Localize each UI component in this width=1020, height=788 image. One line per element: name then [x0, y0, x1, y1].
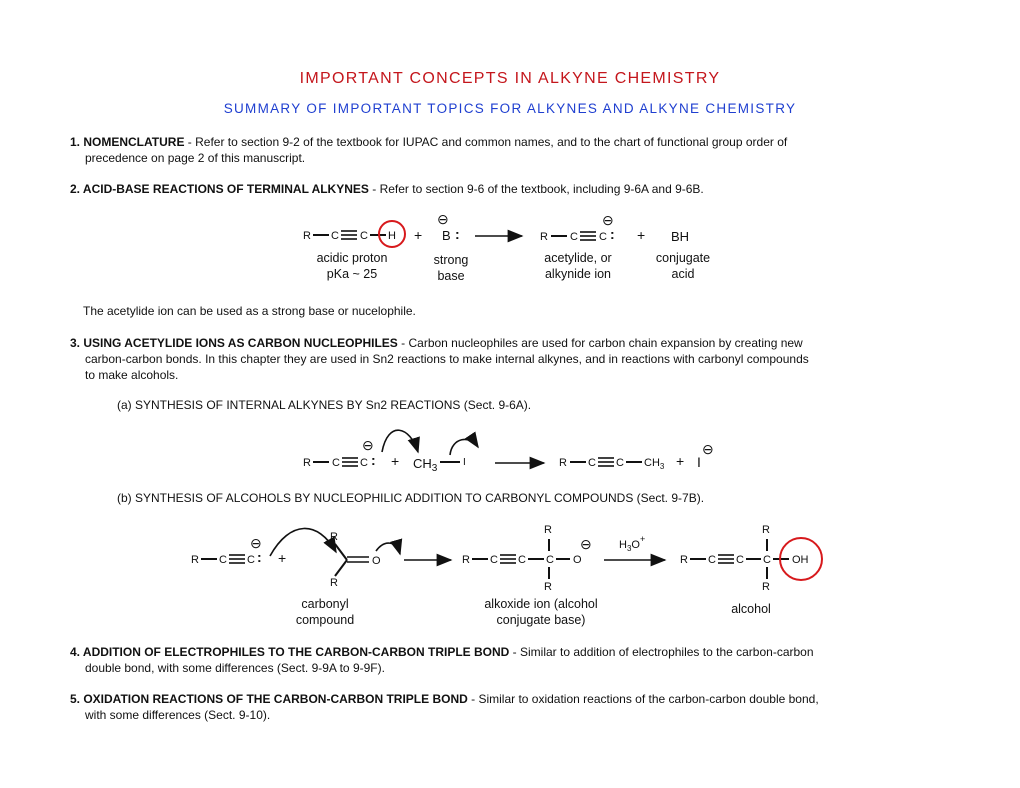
- atom-c: C: [599, 231, 607, 243]
- atom-r: R: [544, 524, 552, 536]
- label-pka: pKa ~ 25: [326, 267, 378, 281]
- label-carbonyl: carbonyl: [301, 597, 349, 611]
- label-strong: strong: [433, 253, 469, 267]
- atom-c: C: [736, 554, 744, 566]
- negative-charge-icon: ⊖: [362, 437, 374, 453]
- plus-sign: +: [414, 227, 423, 243]
- atom-c: C: [570, 231, 578, 243]
- atom-r: R: [330, 531, 338, 543]
- negative-charge-icon: ⊖: [580, 536, 592, 552]
- triple-bond: [341, 231, 357, 239]
- plus-sign: +: [676, 453, 685, 469]
- section-text-cont: precedence on page 2 of this manuscript.: [85, 151, 306, 165]
- atom-r: R: [762, 581, 770, 593]
- negative-charge-icon: ⊖: [437, 211, 449, 227]
- curved-arrow: [450, 439, 478, 455]
- lone-pair: :: [610, 226, 615, 242]
- section-text-cont: double bond, with some differences (Sect. 9-9A to 9-9F).: [85, 661, 385, 675]
- atom-c: C: [588, 457, 596, 469]
- section-text: - Similar to oxidation reactions of the carbon-carbon double bond,: [467, 692, 819, 706]
- reagent-h3o: $H_3O^+$: [619, 534, 646, 553]
- atom-c: C: [763, 554, 771, 566]
- atom-c: C: [546, 554, 554, 566]
- label-acid: acid: [671, 267, 695, 281]
- lone-pair: :: [455, 226, 460, 242]
- atom-r: R: [680, 554, 688, 566]
- page-title: IMPORTANT CONCEPTS IN ALKYNE CHEMISTRY: [299, 70, 721, 87]
- triple-bond: [580, 232, 596, 240]
- curved-arrow: [382, 430, 418, 452]
- atom-c: C: [490, 554, 498, 566]
- plus-sign: +: [278, 550, 287, 566]
- atom-c: C: [518, 554, 526, 566]
- page-subtitle: SUMMARY OF IMPORTANT TOPICS FOR ALKYNES AND ALKYNE CHEMISTRY: [223, 101, 797, 116]
- atom-c: C: [331, 230, 339, 242]
- atom-iodide: I: [697, 454, 701, 470]
- carbonyl-addition-reaction: [191, 524, 822, 627]
- section-text: - Refer to section 9-6 of the textbook, including 9-6A and 9-6B.: [368, 182, 704, 196]
- section-text: - Carbon nucleophiles are used for carbon chain expansion by creating new: [397, 336, 803, 350]
- negative-charge-icon: ⊖: [702, 441, 714, 457]
- atom-o: O: [573, 554, 582, 566]
- atom-r: R: [544, 581, 552, 593]
- atom-r: R: [303, 230, 311, 242]
- label-conjugate-base: conjugate base): [496, 613, 586, 627]
- section-heading: 5. OXIDATION REACTIONS OF THE CARBON-CARBON TRIPLE BOND: [70, 692, 468, 706]
- lone-pair: :: [257, 549, 262, 565]
- label-acidic-proton: acidic proton: [316, 251, 388, 265]
- lone-pair: :: [371, 452, 376, 468]
- label-compound: compound: [295, 613, 355, 627]
- section-text: - Refer to section 9-2 of the textbook for IUPAC and common names, and to the chart of functional group order of: [184, 135, 788, 149]
- atom-r: R: [540, 231, 548, 243]
- atom-bh: BH: [671, 229, 690, 244]
- atom-i: I: [463, 457, 466, 468]
- plus-sign: +: [391, 453, 400, 469]
- atom-r: R: [559, 457, 567, 469]
- subsection-a: (a) SYNTHESIS OF INTERNAL ALKYNES BY Sn2 REACTIONS (Sect. 9-6A).: [117, 398, 532, 412]
- atom-o: O: [372, 555, 381, 567]
- label-alkynide: alkynide ion: [544, 267, 612, 281]
- atom-r: R: [330, 577, 338, 589]
- plus-sign: +: [637, 227, 646, 243]
- subsection-b: (b) SYNTHESIS OF ALCOHOLS BY NUCLEOPHILIC ADDITION TO CARBONYL COMPOUNDS (Sect. 9-7B).: [117, 491, 705, 505]
- triple-bond: [598, 458, 614, 466]
- negative-charge-icon: ⊖: [250, 535, 262, 551]
- section-text-cont: carbon-carbon bonds. In this chapter they are used in Sn2 reactions to make internal alkynes, and in reactions with carbonyl compounds: [85, 352, 809, 366]
- atom-r: R: [191, 554, 199, 566]
- section-heading: 2. ACID-BASE REACTIONS OF TERMINAL ALKYNES: [70, 182, 369, 196]
- atom-c: C: [247, 554, 255, 566]
- acetylide-note: The acetylide ion can be used as a strong base or nucelophile.: [83, 304, 416, 318]
- atom-c: C: [332, 457, 340, 469]
- atom-c: C: [616, 457, 624, 469]
- atom-c: C: [708, 554, 716, 566]
- label-base: base: [437, 269, 465, 283]
- section-text-cont: to make alcohols.: [85, 368, 179, 382]
- curved-arrow: [376, 543, 400, 554]
- section-heading: 4. ADDITION OF ELECTROPHILES TO THE CARBON-CARBON TRIPLE BOND: [70, 645, 510, 659]
- atom-r: R: [762, 524, 770, 536]
- atom-c: C: [360, 230, 368, 242]
- section-heading: 1. NOMENCLATURE: [70, 135, 185, 149]
- negative-charge-icon: ⊖: [602, 212, 614, 228]
- triple-bond: [718, 555, 734, 563]
- triple-bond: [229, 555, 245, 563]
- triple-bond: [500, 555, 516, 563]
- atom-r: R: [462, 554, 470, 566]
- label-acetylide: acetylide, or: [544, 251, 612, 265]
- atom-c: C: [219, 554, 227, 566]
- atom-ch3: $CH_3$: [413, 456, 438, 474]
- label-alkoxide: alkoxide ion (alcohol: [484, 597, 598, 611]
- label-alcohol: alcohol: [731, 602, 771, 616]
- atom-c: C: [360, 457, 368, 469]
- label-conjugate: conjugate: [655, 251, 711, 265]
- section-heading: 3. USING ACETYLIDE IONS AS CARBON NUCLEOPHILES: [70, 336, 398, 350]
- atom-b: B: [442, 228, 451, 243]
- atom-ch3: $CH_3$: [644, 457, 665, 471]
- acid-base-reaction: [303, 211, 710, 283]
- section-text-cont: with some differences (Sect. 9-10).: [85, 708, 271, 722]
- atom-oh: OH: [792, 554, 809, 566]
- atom-r: R: [303, 457, 311, 469]
- section-text: - Similar to addition of electrophiles to the carbon-carbon: [509, 645, 814, 659]
- sn2-reaction: [303, 430, 714, 474]
- atom-h: H: [388, 230, 396, 242]
- triple-bond: [342, 458, 358, 466]
